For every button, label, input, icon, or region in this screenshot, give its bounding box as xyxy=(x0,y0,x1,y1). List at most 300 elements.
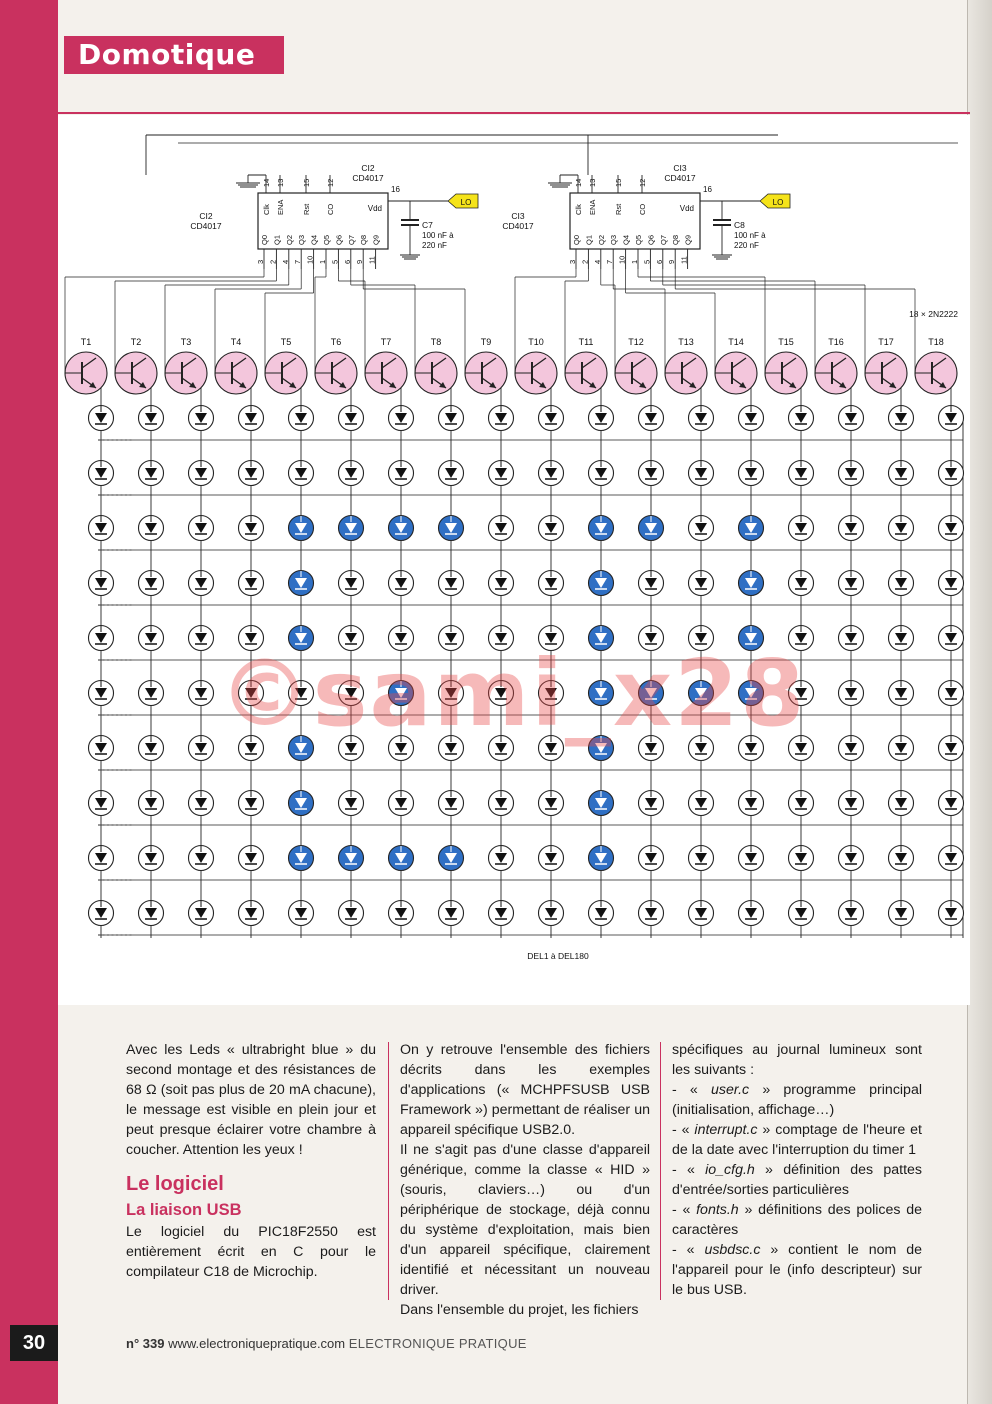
led-diode xyxy=(539,736,564,761)
schematic-panel xyxy=(58,115,970,1005)
transistor xyxy=(165,352,207,394)
led-diode xyxy=(489,461,514,486)
led-diode xyxy=(689,571,714,596)
led-diode xyxy=(939,461,964,486)
led-diode xyxy=(239,626,264,651)
led-diode xyxy=(439,516,464,541)
paragraph: Il ne s'agit pas d'une classe d'appareil générique, comme la classe « HID » (souris, claviers…) ou d'un périphérique de stockage, déjà connu du système d'exploitation, mais bien d'un appareil spécifique, clairement identifié et nécessitant un nouveau driver. xyxy=(400,1142,650,1298)
file-description: comptage de l'heure et de la date avec l'interruption du timer 1 xyxy=(672,1122,922,1158)
led-diode xyxy=(839,736,864,761)
led-diode xyxy=(589,626,614,651)
led-diode xyxy=(789,901,814,926)
led-diode xyxy=(939,516,964,541)
led-diode xyxy=(789,461,814,486)
capacitor-value: 220 nF xyxy=(734,241,759,250)
ic-pin-name: ENA xyxy=(588,199,597,215)
ic-pin-name: Rst xyxy=(302,203,311,215)
led-diode xyxy=(689,791,714,816)
led-diode xyxy=(639,681,664,706)
led-diode xyxy=(339,681,364,706)
capacitor-value: 220 nF xyxy=(422,241,447,250)
led-diode xyxy=(439,736,464,761)
led-matrix-schematic xyxy=(58,115,970,1005)
led-diode xyxy=(239,846,264,871)
ic-pin-number: 6 xyxy=(342,259,352,264)
led-diode xyxy=(389,681,414,706)
led-diode xyxy=(889,846,914,871)
transistor xyxy=(565,352,607,394)
led-diode xyxy=(239,406,264,431)
led-diode xyxy=(639,571,664,596)
led-diode xyxy=(789,571,814,596)
transistor-label: T10 xyxy=(528,337,544,347)
file-item: - « usbdsc.c » contient le nom de l'appareil pour le (info descripteur) sur le bus USB. xyxy=(672,1242,922,1298)
led-diode xyxy=(639,406,664,431)
ic-pin-name: Q6 xyxy=(334,234,344,245)
ic-pin-number: 14 xyxy=(262,178,271,187)
transistor-label: T16 xyxy=(828,337,844,347)
heading-logiciel: Le logiciel xyxy=(126,1173,224,1195)
transistor xyxy=(365,352,407,394)
transistor xyxy=(265,352,307,394)
website-url: www.electroniquepratique.com xyxy=(168,1336,346,1351)
led-diode xyxy=(239,901,264,926)
led-diode xyxy=(589,406,614,431)
ic-pin-number: 2 xyxy=(268,259,278,264)
ic-pin-name: Q2 xyxy=(596,234,606,245)
led-diode xyxy=(139,681,164,706)
led-diode xyxy=(289,461,314,486)
led-diode xyxy=(239,461,264,486)
led-diode xyxy=(489,681,514,706)
led-diode xyxy=(289,681,314,706)
transistor-label: T3 xyxy=(180,337,192,347)
led-diode xyxy=(839,571,864,596)
led-diode xyxy=(139,846,164,871)
led-diode xyxy=(939,626,964,651)
magazine-name: ELECTRONIQUE PRATIQUE xyxy=(348,1336,527,1351)
led-diode xyxy=(539,571,564,596)
led-diode xyxy=(489,901,514,926)
ic-pin-name: Q0 xyxy=(260,234,269,245)
led-diode xyxy=(939,681,964,706)
ic-pin-number: 14 xyxy=(574,178,583,187)
ic-pin-name: Q8 xyxy=(671,234,681,245)
text-column-2 xyxy=(400,1040,650,1320)
led-diode xyxy=(139,736,164,761)
led-diode xyxy=(389,791,414,816)
led-diode xyxy=(589,516,614,541)
ic-pin-name: Q4 xyxy=(621,234,631,245)
ic-pin-name: Q1 xyxy=(584,234,594,245)
led-diode xyxy=(739,736,764,761)
led-diode xyxy=(139,571,164,596)
capacitor-name: C7 xyxy=(422,220,433,230)
led-diode xyxy=(939,791,964,816)
led-diode xyxy=(739,516,764,541)
ic-pin-number: 2 xyxy=(580,259,590,264)
ic-part: CD4017 xyxy=(502,221,534,231)
ic-pin-number: 1 xyxy=(318,259,327,264)
ic-pin-number: 4 xyxy=(280,259,290,264)
led-diode xyxy=(889,571,914,596)
led-diode xyxy=(239,681,264,706)
led-diode xyxy=(289,901,314,926)
led-diode xyxy=(289,571,314,596)
led-diode xyxy=(339,406,364,431)
led-diode xyxy=(739,626,764,651)
text-column-3 xyxy=(672,1040,922,1300)
led-diode xyxy=(689,516,714,541)
transistor-label: T9 xyxy=(480,337,492,347)
ic-pin-number: 5 xyxy=(330,259,340,264)
transistor-label: T5 xyxy=(280,337,292,347)
transistor xyxy=(415,352,457,394)
led-diode xyxy=(389,461,414,486)
led-diode xyxy=(939,571,964,596)
led-diode xyxy=(89,681,114,706)
ic-pin-number: 4 xyxy=(592,259,602,264)
transistor xyxy=(315,352,357,394)
ic-pin-number: 11 xyxy=(679,256,689,264)
transistor-label: T1 xyxy=(80,337,92,347)
ic-name: CI2 xyxy=(361,163,375,173)
led-diode xyxy=(439,791,464,816)
transistor xyxy=(215,352,257,394)
led-diode xyxy=(689,406,714,431)
led-diode xyxy=(839,846,864,871)
ic-pin-number: 5 xyxy=(642,259,652,264)
ic-name: CI2 xyxy=(199,211,213,221)
led-diode xyxy=(139,406,164,431)
file-name: user.c xyxy=(711,1082,750,1098)
led-diode xyxy=(639,626,664,651)
led-diode xyxy=(89,736,114,761)
file-name: io_cfg.h xyxy=(705,1162,755,1178)
file-description: programme principal (initialisation, affichage…) xyxy=(672,1082,922,1118)
led-diode xyxy=(839,626,864,651)
led-diode xyxy=(139,791,164,816)
led-diode xyxy=(489,626,514,651)
ic-pin-name: Q5 xyxy=(322,234,331,245)
led-diode xyxy=(889,626,914,651)
ic-pin-number: 12 xyxy=(638,178,647,187)
led-diode xyxy=(539,791,564,816)
led-diode xyxy=(139,901,164,926)
ic-pin-name: Q7 xyxy=(658,234,668,245)
led-diode xyxy=(889,736,914,761)
ic-pin-number: 10 xyxy=(617,255,627,264)
ic-pin-number: 10 xyxy=(305,255,315,264)
led-diode xyxy=(789,846,814,871)
issue-number: n° 339 xyxy=(126,1336,165,1351)
led-diode xyxy=(789,516,814,541)
capacitor-value: 100 nF à xyxy=(422,231,454,240)
transistor xyxy=(815,352,857,394)
ic-pin-name: Q9 xyxy=(371,234,381,245)
led-diode xyxy=(889,901,914,926)
column-divider xyxy=(660,1042,661,1300)
transistor xyxy=(615,352,657,394)
transistor-label: T8 xyxy=(430,337,442,347)
transistor xyxy=(115,352,157,394)
led-diode xyxy=(189,406,214,431)
led-diode xyxy=(389,406,414,431)
ic-pin-number: 7 xyxy=(293,259,303,264)
led-diode xyxy=(539,461,564,486)
ic-pin-name: Rst xyxy=(614,203,623,215)
transistor-label: T4 xyxy=(230,337,242,347)
ic-pin-name: Q1 xyxy=(272,234,282,245)
led-diode xyxy=(539,626,564,651)
led-diode xyxy=(789,406,814,431)
led-diode xyxy=(589,571,614,596)
ic-pin-number: 6 xyxy=(654,259,664,264)
led-diode xyxy=(89,901,114,926)
led-diode xyxy=(739,461,764,486)
led-diode xyxy=(489,846,514,871)
led-diode xyxy=(739,791,764,816)
ic-pin-name: Q8 xyxy=(359,234,369,245)
led-diode xyxy=(489,791,514,816)
led-diode xyxy=(639,736,664,761)
led-diode xyxy=(889,516,914,541)
ic-pin-number: 9 xyxy=(667,259,677,264)
transistor xyxy=(915,352,957,394)
led-diode xyxy=(239,736,264,761)
led-diode xyxy=(189,846,214,871)
led-diode xyxy=(939,901,964,926)
ic-pin-number: 3 xyxy=(256,259,265,264)
ic-vdd-pin: Vdd xyxy=(367,204,382,213)
led-diode xyxy=(939,406,964,431)
led-diode xyxy=(289,406,314,431)
led-diode xyxy=(939,846,964,871)
transistor xyxy=(65,352,107,394)
led-diode xyxy=(939,736,964,761)
paragraph: spécifiques au journal lumineux sont les suivants : xyxy=(672,1042,922,1078)
ic-pin-name: Q3 xyxy=(297,234,307,245)
file-item: - « interrupt.c » comptage de l'heure et de la date avec l'interruption du timer 1 xyxy=(672,1122,922,1158)
led-diode xyxy=(389,571,414,596)
column-divider xyxy=(388,1042,389,1300)
led-diode xyxy=(839,516,864,541)
led-diode xyxy=(839,791,864,816)
section-title: Domotique xyxy=(64,36,284,74)
led-diode xyxy=(239,791,264,816)
led-diode xyxy=(789,736,814,761)
led-diode xyxy=(639,901,664,926)
page-number: 30 xyxy=(10,1325,58,1361)
led-diode xyxy=(689,461,714,486)
ic-pin-number: 9 xyxy=(355,259,365,264)
ic-pin-name: Q3 xyxy=(609,234,619,245)
transistor xyxy=(865,352,907,394)
ic-pin-number: 12 xyxy=(326,178,335,187)
led-diode xyxy=(839,406,864,431)
ic-pin-name: Q2 xyxy=(284,234,294,245)
transistor-label: T15 xyxy=(778,337,794,347)
ic-pin-name: Q0 xyxy=(572,234,581,245)
ic-pin-name: CO xyxy=(638,203,647,215)
led-diode xyxy=(389,736,414,761)
led-diode xyxy=(239,571,264,596)
led-diode xyxy=(339,736,364,761)
led-diode xyxy=(589,461,614,486)
transistor-label: T13 xyxy=(678,337,694,347)
led-diode xyxy=(189,571,214,596)
led-diode xyxy=(539,516,564,541)
led-diode xyxy=(539,846,564,871)
led-diode xyxy=(339,461,364,486)
led-diode xyxy=(139,516,164,541)
led-diode xyxy=(739,681,764,706)
led-diode xyxy=(539,406,564,431)
led-diode xyxy=(789,626,814,651)
led-diode xyxy=(189,681,214,706)
led-diode xyxy=(239,516,264,541)
file-item: - « user.c » programme principal (initialisation, affichage…) xyxy=(672,1082,922,1118)
transistor xyxy=(765,352,807,394)
transistor-label: T11 xyxy=(578,337,594,347)
led-diode xyxy=(339,791,364,816)
ic-pin-name: Q6 xyxy=(646,234,656,245)
supply-label: LO xyxy=(460,198,472,207)
led-diode xyxy=(339,626,364,651)
file-item: - « fonts.h » définitions des polices de caractères xyxy=(672,1202,923,1238)
led-diode xyxy=(289,791,314,816)
led-diode xyxy=(139,626,164,651)
led-diode xyxy=(389,626,414,651)
file-description: contient le nom de l'appareil pour le (info descripteur) sur le bus USB. xyxy=(672,1242,922,1298)
led-diode xyxy=(189,516,214,541)
led-diode xyxy=(189,736,214,761)
led-diode xyxy=(639,846,664,871)
led-diode xyxy=(889,461,914,486)
led-diode xyxy=(739,571,764,596)
led-diode xyxy=(539,681,564,706)
ic-pin-name: ENA xyxy=(276,199,285,215)
led-diode xyxy=(639,791,664,816)
led-diode xyxy=(189,461,214,486)
ic-pin-number: 16 xyxy=(391,185,400,194)
transistor-label: T2 xyxy=(130,337,142,347)
file-name: usbdsc.c xyxy=(704,1242,761,1258)
transistor-label: T6 xyxy=(330,337,342,347)
transistor xyxy=(465,352,507,394)
subheading-usb: La liaison USB xyxy=(126,1201,242,1219)
ic-pin-number: 3 xyxy=(568,259,577,264)
ic-pin-name: CO xyxy=(326,203,335,215)
footer xyxy=(126,1336,527,1351)
led-diode xyxy=(889,681,914,706)
led-diode xyxy=(389,846,414,871)
led-diode xyxy=(439,406,464,431)
transistor xyxy=(665,352,707,394)
ic-pin-number: 13 xyxy=(276,178,285,187)
paragraph: On y retrouve l'ensemble des fichiers décrits dans les exemples d'applications (« MCHPFSUSB USB Framework ») permettant de réaliser un appareil spécifique USB2.0. xyxy=(400,1042,650,1138)
led-diode xyxy=(439,846,464,871)
ic-pin-number: 15 xyxy=(614,178,623,187)
ic-name: CI3 xyxy=(511,211,525,221)
ic-pin-number: 7 xyxy=(605,259,615,264)
transistor-label: T17 xyxy=(878,337,894,347)
led-range-label: DEL1 à DEL180 xyxy=(527,951,589,961)
transistor xyxy=(715,352,757,394)
led-diode xyxy=(889,791,914,816)
transistor-label: T18 xyxy=(928,337,944,347)
file-name: fonts.h xyxy=(696,1202,739,1218)
led-diode xyxy=(839,681,864,706)
led-diode xyxy=(789,791,814,816)
ic-vdd-pin: Vdd xyxy=(679,204,694,213)
led-diode xyxy=(289,736,314,761)
led-diode xyxy=(389,516,414,541)
led-diode xyxy=(139,461,164,486)
file-name: interrupt.c xyxy=(694,1122,758,1138)
led-diode xyxy=(289,626,314,651)
led-diode xyxy=(589,736,614,761)
led-diode xyxy=(289,516,314,541)
led-diode xyxy=(889,406,914,431)
ic-pin-number: 15 xyxy=(302,178,311,187)
led-diode xyxy=(489,406,514,431)
ic-pin-number: 16 xyxy=(703,185,712,194)
transistor-note: 18 × 2N2222 xyxy=(909,309,958,319)
led-diode xyxy=(89,571,114,596)
led-diode xyxy=(589,901,614,926)
led-diode xyxy=(89,791,114,816)
ic-pin-name: Q9 xyxy=(683,234,693,245)
led-diode xyxy=(339,516,364,541)
led-diode xyxy=(189,901,214,926)
led-diode xyxy=(489,571,514,596)
led-diode xyxy=(489,516,514,541)
watermark: ©sami_x28 xyxy=(218,640,807,747)
led-diode xyxy=(839,901,864,926)
paragraph: Dans l'ensemble du projet, les fichiers xyxy=(400,1302,639,1318)
file-description: définitions des polices de caractères xyxy=(672,1202,923,1238)
ic-pin-name: Clk xyxy=(262,204,271,215)
led-diode xyxy=(89,626,114,651)
text-column-1 xyxy=(126,1040,376,1282)
led-diode xyxy=(289,846,314,871)
led-diode xyxy=(439,901,464,926)
transistor-label: T14 xyxy=(728,337,744,347)
led-diode xyxy=(789,681,814,706)
ic-pin-name: Q7 xyxy=(346,234,356,245)
ic-pin-number: 13 xyxy=(588,178,597,187)
led-diode xyxy=(89,461,114,486)
ic-part: CD4017 xyxy=(190,221,222,231)
led-diode xyxy=(739,901,764,926)
ic-part: CD4017 xyxy=(664,173,696,183)
led-diode xyxy=(839,461,864,486)
led-diode xyxy=(689,901,714,926)
led-diode xyxy=(639,516,664,541)
led-diode xyxy=(189,791,214,816)
supply-label: LO xyxy=(772,198,784,207)
ic-part: CD4017 xyxy=(352,173,384,183)
paragraph: Le logiciel du PIC18F2550 est entièrement écrit en C pour le compilateur C18 de Microchip. xyxy=(126,1224,376,1280)
ic-pin-name: Q5 xyxy=(634,234,643,245)
led-diode xyxy=(89,516,114,541)
page-edge xyxy=(967,0,992,1404)
file-description: définition des pattes d'entrée/sorties particulières xyxy=(672,1162,923,1198)
led-diode xyxy=(739,846,764,871)
transistor-label: T7 xyxy=(380,337,392,347)
led-diode xyxy=(739,406,764,431)
